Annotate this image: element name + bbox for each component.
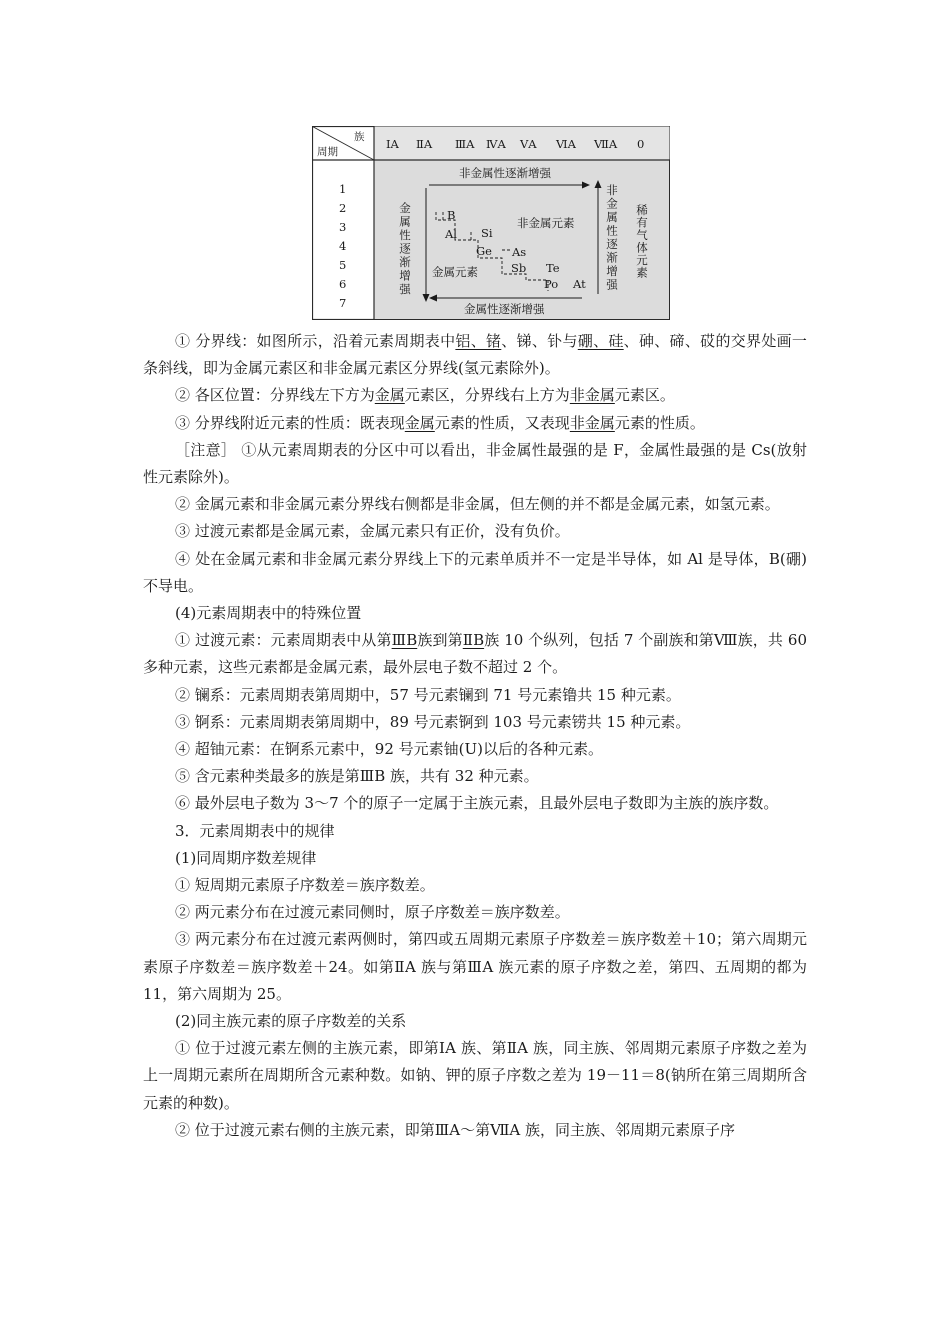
underlined-term: 非金属 [569, 413, 615, 432]
paragraph [143, 410, 807, 437]
table-body-band [374, 160, 670, 320]
group-header: ⅡA [416, 137, 433, 151]
period-number: 1 [339, 182, 347, 196]
paragraph [143, 790, 807, 817]
element-symbol: As [512, 245, 527, 259]
paragraph [143, 1117, 807, 1144]
period-number: 2 [339, 201, 347, 215]
element-symbol: B [447, 208, 456, 222]
paragraph [143, 491, 807, 518]
right-vertical-label: 非金属性逐渐增强 [605, 184, 619, 292]
element-symbol: Te [546, 261, 560, 275]
text-run: ⑤ 含元素种类最多的族是第ⅢB 族，共有 32 种元素。 [175, 767, 539, 786]
text-run: (1)同周期序数差规律 [175, 848, 317, 867]
paragraph [143, 818, 807, 845]
underlined-term: 金属 [374, 386, 405, 405]
element-symbol: Al [445, 227, 457, 241]
paragraph [143, 926, 807, 1008]
text-run: ［注意］ ①从元素周期表的分区中可以看出，非金属性最强的是 F，金属性最强的是 Cs(放射性元素除外)。 [143, 440, 807, 487]
text-run: 、砷、碲、砹的交界处画一条斜线，即为金属元素区和非金属元素区分界线(氢元素除外)。 [143, 332, 807, 378]
period-number: 6 [339, 277, 347, 291]
element-symbol: Po [544, 277, 559, 291]
corner-period-label: 周期 [317, 146, 338, 158]
text-run: 、锑、钋与 [501, 332, 578, 350]
underlined-term: 非金属 [569, 386, 615, 405]
paragraph [143, 1008, 807, 1035]
body-text [143, 328, 807, 1144]
text-run: 元素的性质，又表现 [434, 413, 570, 432]
text-run: (4)元素周期表中的特殊位置 [175, 604, 362, 623]
period-numbers [339, 182, 346, 310]
group-header: ⅦA [594, 137, 618, 151]
text-run: ② 位于过渡元素右侧的主族元素，即第ⅢA～第ⅦA 族，同主族、邻周期元素原子序 [175, 1120, 736, 1139]
text-run: ③ 两元素分布在过渡元素两侧时，第四或五周期元素原子序数差＝族序数差＋10；第六周期元素原子序数差＝族序数差＋24。如第ⅡA 族与第ⅢA 族元素的原子序数之差，第四、五周期的都为 11，第六周期为 25。 [143, 930, 807, 1003]
group-header: 0 [637, 137, 645, 151]
text-run: (2)同主族元素的原子序数差的关系 [175, 1012, 407, 1031]
element-symbol: At [573, 277, 586, 291]
text-run: ① 短周期元素原子序数差＝族序数差。 [175, 876, 435, 895]
underlined-term: 硼、硅 [577, 332, 624, 350]
paragraph [143, 546, 807, 600]
text-run: ⑥ 最外层电子数为 3～7 个的原子一定属于主族元素，且最外层电子数即为主族的族序数。 [175, 794, 779, 813]
text-run: 族 10 个纵列，包括 7 个副族和第Ⅷ族，共 60 多种元素，这些元素都是金属元素，最外层电子数不超过 2 个。 [143, 631, 807, 677]
text-run: 3．元素周期表中的规律 [175, 821, 335, 840]
text-run: ② 各区位置：分界线左下方为 [175, 386, 375, 405]
underlined-term: 金属 [404, 413, 435, 432]
period-number: 7 [339, 296, 347, 310]
paragraph [143, 382, 807, 409]
noble-gas-label: 稀有气体元素 [635, 204, 649, 279]
text-run: ④ 处在金属元素和非金属元素分界线上下的元素单质并不一定是半导体，如 Al 是导体，B(硼)不导电。 [143, 549, 807, 595]
paragraph [143, 682, 807, 709]
paragraph [143, 518, 807, 545]
nonmetal-region-label: 非金属元素 [517, 216, 575, 230]
left-vertical-label: 金属性逐渐增强 [398, 202, 412, 297]
paragraph [143, 709, 807, 736]
text-run: ③ 分界线附近元素的性质：既表现 [175, 413, 405, 432]
underlined-term: ⅡB [462, 631, 485, 650]
text-run: 族到第 [417, 631, 463, 650]
group-header: ⅤA [520, 137, 537, 151]
element-symbol: Sb [511, 261, 527, 275]
metal-region-label: 金属元素 [432, 265, 478, 279]
period-number: 3 [339, 220, 347, 234]
text-run: ③ 过渡元素都是金属元素，金属元素只有正价，没有负价。 [175, 522, 570, 541]
text-run: 元素区，分界线右上方为 [404, 386, 570, 405]
corner-group-label: 族 [354, 131, 365, 143]
period-number: 4 [339, 239, 347, 253]
paragraph [143, 899, 807, 926]
paragraph [143, 600, 807, 627]
text-run: ② 金属元素和非金属元素分界线右侧都是非金属，但左侧的并不都是金属元素，如氢元素。 [175, 495, 780, 514]
paragraph [143, 437, 807, 491]
paragraph [143, 328, 807, 382]
text-run: ③ 锕系：元素周期表第周期中，89 号元素锕到 103 号元素铹共 15 种元素。 [175, 712, 691, 731]
text-run: ② 镧系：元素周期表第周期中，57 号元素镧到 71 号元素镥共 15 种元素。 [175, 685, 681, 704]
figure-svg [312, 126, 670, 320]
text-run: 元素区。 [614, 386, 675, 405]
text-run: ① 位于过渡元素左侧的主族元素，即第ⅠA 族、第ⅡA 族，同主族、邻周期元素原子序数之差为上一周期元素所在周期所含元素种数。如钠、钾的原子序数之差为 19－11＝8(钠所在第三周期所含元素的种数)。 [143, 1039, 807, 1112]
text-run: ① 过渡元素：元素周期表中从第 [175, 631, 392, 650]
paragraph [143, 845, 807, 872]
text-run: 元素的性质。 [614, 413, 705, 432]
group-header: ⅥA [556, 137, 576, 151]
paragraph [143, 1035, 807, 1117]
element-symbol: Si [481, 226, 493, 240]
text-run: ④ 超铀元素：在锕系元素中，92 号元素铀(U)以后的各种元素。 [175, 740, 603, 759]
period-number: 5 [339, 258, 347, 272]
text-run: ① 分界线：如图所示，沿着元素周期表中 [175, 332, 456, 350]
element-symbol: Ge [476, 244, 492, 258]
group-header: ⅢA [455, 137, 475, 151]
group-header: ⅠA [386, 137, 399, 151]
top-arrow-label: 非金属性逐渐增强 [459, 166, 551, 180]
group-header: ⅣA [486, 137, 506, 151]
underlined-term: 铝、锗 [455, 332, 502, 350]
paragraph [143, 736, 807, 763]
text-run: ② 两元素分布在过渡元素同侧时，原子序数差＝族序数差。 [175, 903, 570, 922]
underlined-term: ⅢB [391, 631, 418, 650]
paragraph [143, 627, 807, 681]
bottom-arrow-label: 金属性逐渐增强 [464, 302, 545, 316]
paragraph [143, 763, 807, 790]
paragraph [143, 872, 807, 899]
periodic-table-partition-figure [312, 126, 670, 320]
